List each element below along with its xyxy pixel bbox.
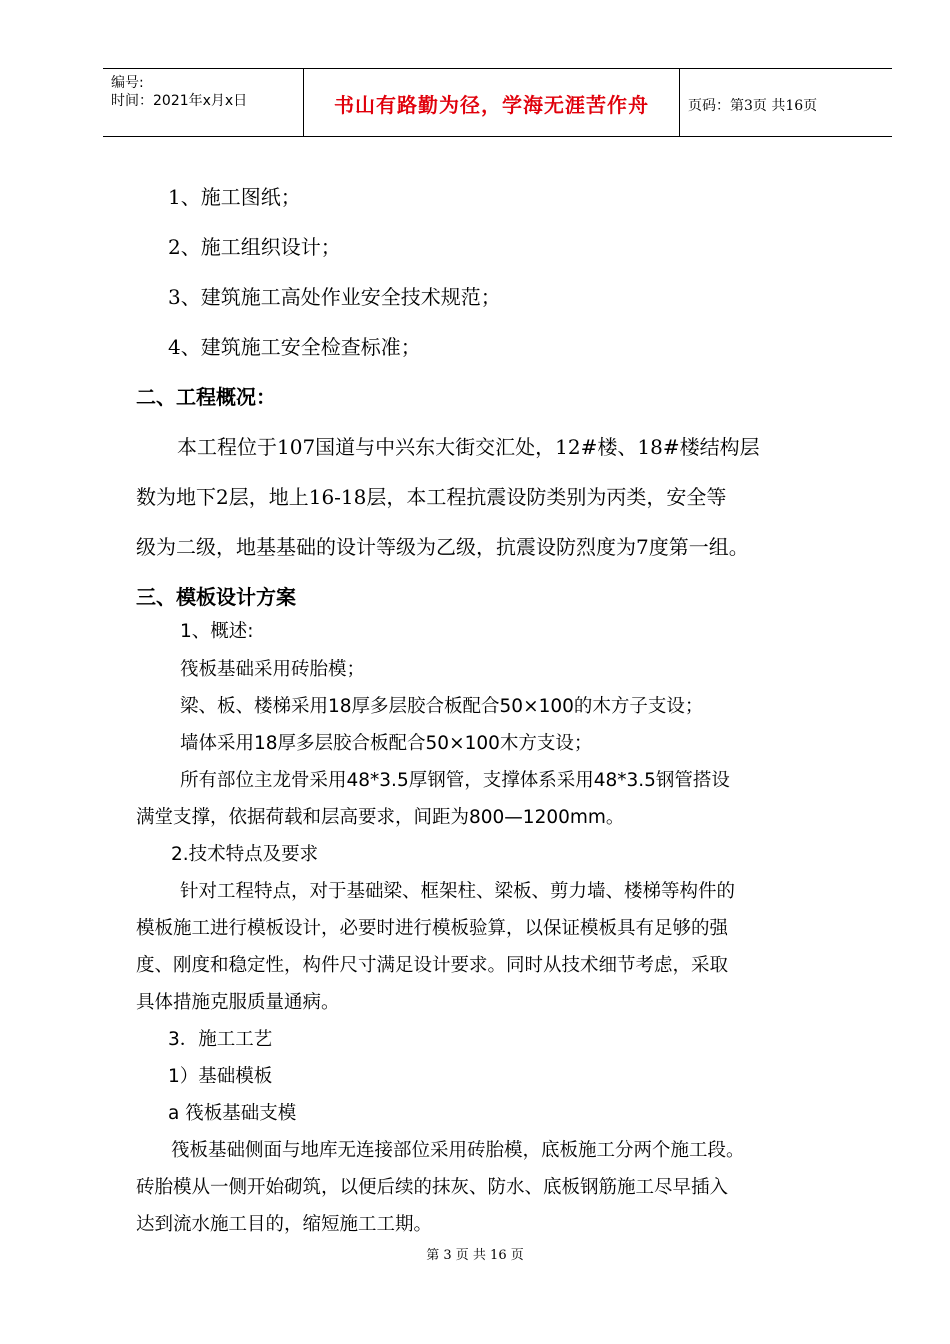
- section-heading-project-overview: 二、工程概况：: [136, 385, 276, 409]
- document-date: 时间：2021年x月x日: [111, 93, 248, 109]
- header-motto: 书山有路勤为径，学海无涯苦作舟: [334, 93, 649, 117]
- reference-item-2: 2、施工组织设计；: [168, 235, 341, 259]
- section-heading-formwork-design: 三、模板设计方案: [136, 585, 296, 609]
- header-motto-cell: [303, 69, 680, 136]
- page-header: [103, 68, 892, 137]
- tech-line-3: 度、刚度和稳定性，构件尺寸满足设计要求。同时从技术细节考虑，采取: [136, 955, 729, 976]
- raft-line-1: 筏板基础侧面与地库无连接部位采用砖胎模，底板施工分两个施工段。: [171, 1140, 745, 1161]
- overview-paragraph-line-1: 本工程位于107国道与中兴东大街交汇处，12#楼、18#楼结构层: [177, 435, 760, 459]
- tech-line-2: 模板施工进行模板设计，必要时进行模板验算，以保证模板具有足够的强: [136, 918, 729, 939]
- subsection-title-foundation: 1）基础模板: [168, 1066, 273, 1087]
- subsection-title-tech: 2.技术特点及要求: [171, 844, 319, 865]
- overview-line-3: 墙体采用18厚多层胶合板配合50×100木方支设；: [180, 733, 593, 754]
- header-page-cell: [680, 69, 892, 136]
- tech-line-1: 针对工程特点，对于基础梁、框架柱、梁板、剪力墙、楼梯等构件的: [180, 881, 736, 902]
- header-meta: [103, 69, 303, 136]
- overview-line-2: 梁、板、楼梯采用18厚多层胶合板配合50×100的木方子支设；: [180, 696, 704, 717]
- subsection-title-process: 3．施工工艺: [168, 1029, 273, 1050]
- page-footer: 第 3 页 共 16 页: [426, 1248, 524, 1263]
- document-number-label: 编号:: [111, 75, 144, 91]
- header-page-info: 页码：第3页 共16页: [688, 98, 818, 114]
- raft-line-2: 砖胎模从一侧开始砌筑，以便后续的抹灰、防水、底板钢筋施工尽早插入: [136, 1177, 729, 1198]
- reference-item-4: 4、建筑施工安全检查标准；: [168, 335, 421, 359]
- overview-line-4: 所有部位主龙骨采用48*3.5厚钢管，支撑体系采用48*3.5钢管搭设: [180, 770, 730, 791]
- reference-item-1: 1、施工图纸；: [168, 185, 301, 209]
- subsection-title-overview: 1、概述:: [180, 621, 254, 642]
- overview-paragraph-line-3: 级为二级，地基基础的设计等级为乙级，抗震设防烈度为7度第一组。: [136, 535, 749, 559]
- overview-line-5: 满堂支撑，依据荷载和层高要求，间距为800—1200mm。: [136, 807, 625, 828]
- tech-line-4: 具体措施克服质量通病。: [136, 992, 340, 1013]
- overview-paragraph-line-2: 数为地下2层，地上16-18层，本工程抗震设防类别为丙类，安全等: [136, 485, 727, 509]
- overview-line-1: 筏板基础采用砖胎模；: [180, 659, 366, 680]
- raft-line-3: 达到流水施工目的，缩短施工工期。: [136, 1214, 433, 1235]
- reference-item-3: 3、建筑施工高处作业安全技术规范；: [168, 285, 501, 309]
- subsection-title-raft: a 筏板基础支模: [168, 1103, 297, 1124]
